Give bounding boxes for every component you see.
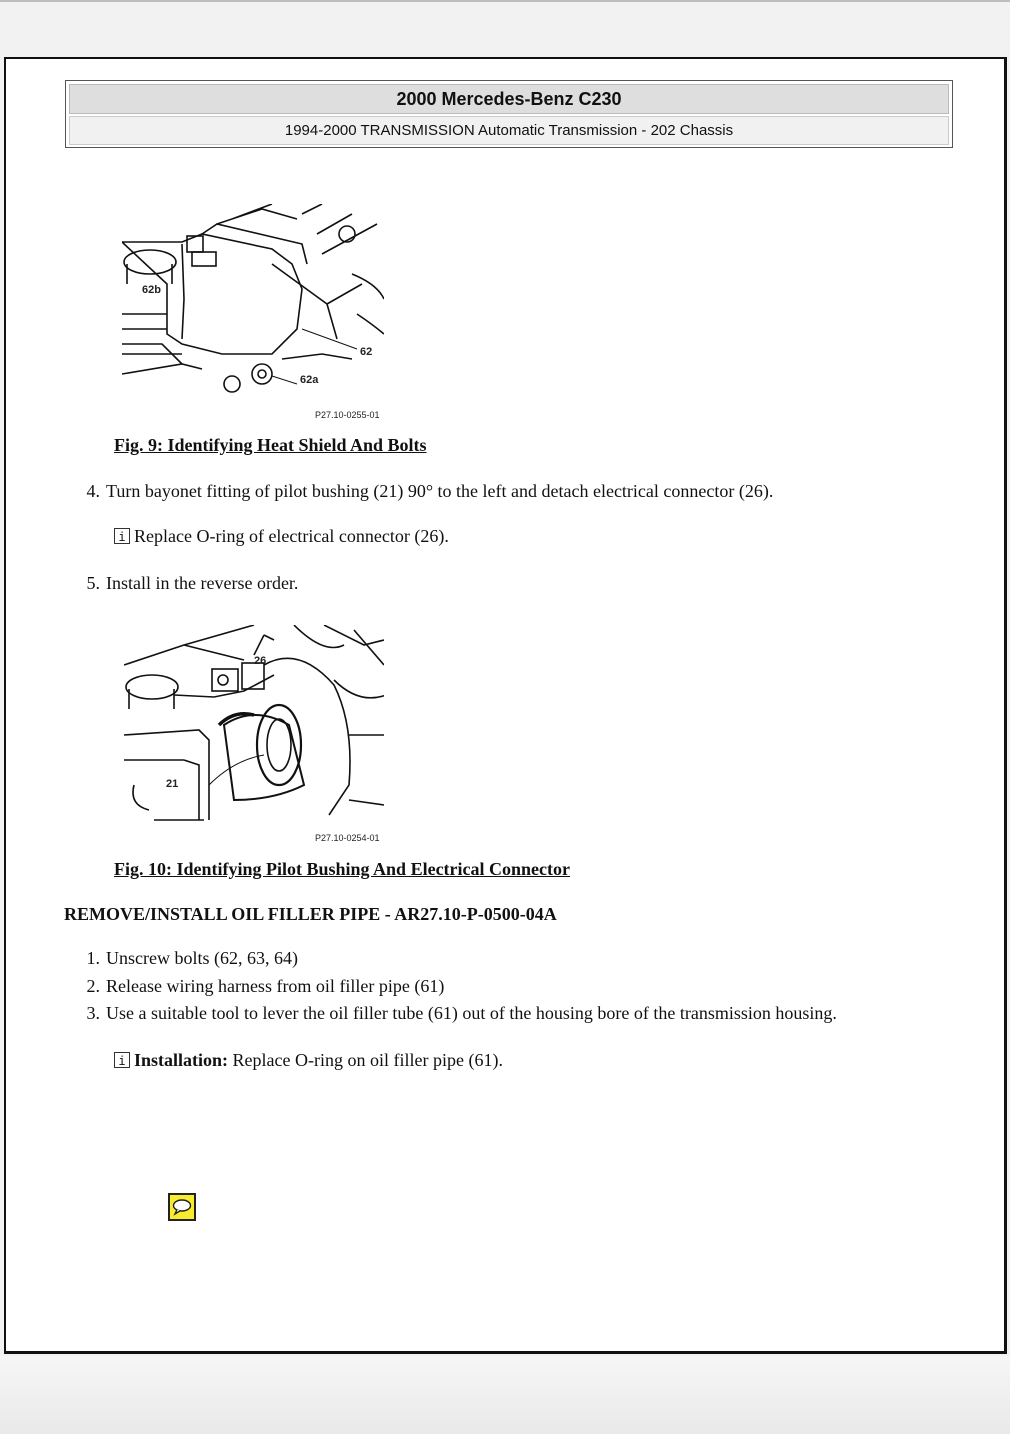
step-number: 5. <box>86 573 100 593</box>
step-number: 3. <box>86 1003 100 1023</box>
viewer-background <box>0 1356 1010 1434</box>
note-installation <box>114 1050 503 1071</box>
figure-9-label-62a: 62a <box>300 374 319 386</box>
step-text: Release wiring harness from oil filler pipe (61) <box>106 976 445 996</box>
info-icon: i <box>114 528 130 544</box>
figure-10-caption: Fig. 10: Identifying Pilot Bushing And Electrical Connector <box>114 859 571 879</box>
comment-icon[interactable] <box>168 1193 196 1221</box>
top-border <box>0 0 1010 2</box>
figure-10-label-26: 26 <box>254 655 267 667</box>
step-number: 2. <box>86 976 100 996</box>
document-subtitle: 1994-2000 TRANSMISSION Automatic Transmission - 202 Chassis <box>69 116 949 145</box>
section-heading: REMOVE/INSTALL OIL FILLER PIPE - AR27.10-P-0500-04A <box>64 904 557 924</box>
info-icon: i <box>114 1052 130 1068</box>
step-text: Use a suitable tool to lever the oil filler tube (61) out of the housing bore of the transmission housing. <box>106 1003 837 1023</box>
note-bold-label: Installation: <box>134 1050 229 1070</box>
figure-10-label-21: 21 <box>166 778 179 790</box>
figure-10-code: P27.10-0254-01 <box>315 833 380 843</box>
figure-9-image <box>122 204 384 404</box>
step-number: 4. <box>86 481 100 501</box>
figure-9-label-62: 62 <box>360 346 373 358</box>
figure-10-image <box>124 625 384 825</box>
step-number: 1. <box>86 948 100 968</box>
document-title: 2000 Mercedes-Benz C230 <box>69 84 949 114</box>
document-page <box>4 57 1007 1354</box>
figure-9-code: P27.10-0255-01 <box>315 410 380 420</box>
figure-9-label-62b: 62b <box>142 284 161 296</box>
step-text: Install in the reverse order. <box>106 573 299 593</box>
step-text: Turn bayonet fitting of pilot bushing (21) 90° to the left and detach electrical connector (26). <box>106 481 774 501</box>
document-header <box>65 80 953 148</box>
figure-9-caption: Fig. 9: Identifying Heat Shield And Bolts <box>114 435 427 455</box>
note-replace-o-ring-connector <box>114 526 449 547</box>
note-text: Replace O-ring of electrical connector (26). <box>134 526 449 546</box>
step-text: Unscrew bolts (62, 63, 64) <box>106 948 298 968</box>
note-text: Replace O-ring on oil filler pipe (61). <box>228 1050 503 1070</box>
